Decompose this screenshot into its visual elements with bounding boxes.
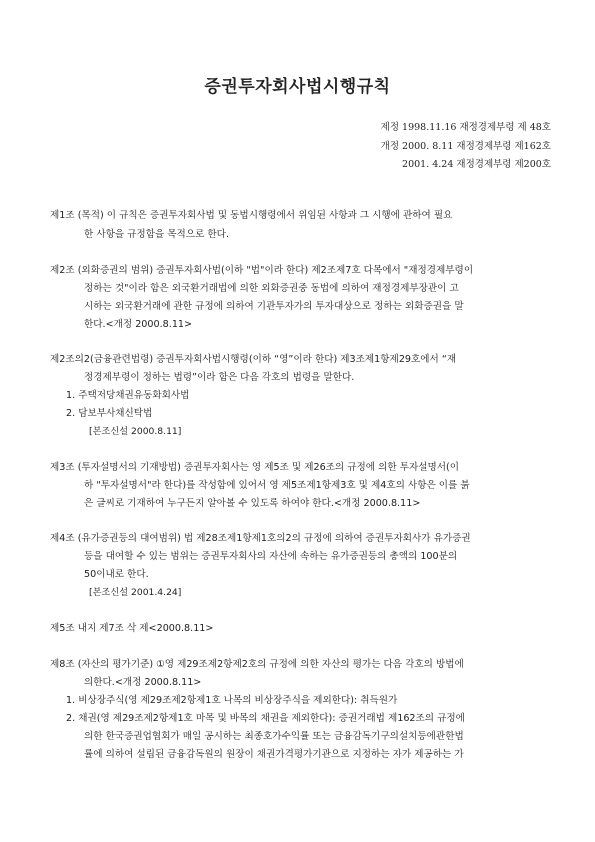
list-item: 1. 비상장주식(영 제29조제2항제1호 나목의 비상장주식을 제외한다): 취득원가 [66,695,398,706]
article-2-line: 정하는 것"이라 함은 외국환거래법에 의한 외화증권중 동법에 의하여 재정경제부장관이 고 [84,283,459,294]
article-4-line: 제4조 (유가증권등의 대여범위) 법 제28조제1항제1호의2의 규정에 의하여 증권투자회사가 유가증권 [50,533,471,544]
article-1-line: 한 사항을 규정함을 목적으로 한다. [84,229,229,240]
article-note: [본조신설 2000.8.11] [89,426,182,437]
article-8-line: 의한 한국증권업협회가 매일 공시하는 최종호가수익률 또는 금융감독기구의설치등에관한법 [84,731,464,742]
article-note: [본조신설 2001.4.24] [89,587,182,598]
article-5-line: 제5조 내지 제7조 삭 제<2000.8.11> [50,623,214,634]
article-8-line: 률에 의하여 설립된 금융감독원의 원장이 채권가격평가기관으로 지정하는 자가 제공하는 가 [84,749,464,760]
document-title: 증권투자회사법시행규칙 [204,77,391,97]
revision-line: 개정 2000. 8.11 재정경제부령 제162호 [380,141,551,152]
list-item: 2. 담보부사채신탁법 [66,408,153,419]
article-8-line: 제8조 (자산의 평가기준) ①영 제29조제2항제2호의 규정에 의한 자산의 평가는 다음 각호의 방법에 [50,659,464,670]
article-2-line: 시하는 외국환거래에 관한 규정에 의하여 기관투자가의 투자대상으로 정하는 외화증권을 말 [84,301,464,312]
article-1-line: 제1조 (목적) 이 규칙은 증권투자회사법 및 동법시행령에서 위임된 사항과 그 시행에 관하여 필요 [50,210,453,221]
revision-line: 제정 1998.11.16 재정경제부령 제 48호 [380,122,551,133]
article-3-line: 제3조 (투자설명서의 기재방법) 증권투자회사는 영 제5조 및 제26조의 규정에 의한 투자설명서(이 [50,462,460,473]
article-2-2-line: 제2조의2(금융관련법령) 증권투자회사법시행령(이하 “영”이라 한다) 제3조제1항제29호에서 “재 [50,354,457,365]
article-2-line: 한다.<개정 2000.8.11> [84,319,193,330]
article-3-line: 하 "투자설명서"라 한다)를 작성함에 있어서 영 제5조제1항제3호 및 제4호의 사항은 이를 붉 [84,480,470,491]
article-4-line: 50이내로 한다. [84,569,149,580]
revision-line: 2001. 4.24 재정경제부령 제200호 [402,159,551,170]
article-8-line: 의한다.<개정 2000.8.11> [84,677,202,688]
list-item: 1. 주택저당채권유동화회사법 [66,390,190,401]
article-4-line: 등을 대여할 수 있는 범위는 증권투자회사의 자산에 속하는 유가증권등의 총액의 100분의 [84,551,458,562]
article-2-line: 제2조 (외화증권의 범위) 증권투자회사법(이하 "법"이라 한다) 제2조제7호 다목에서 "재정경제부령이 [50,265,474,276]
article-2-2-line: 정경제부령이 정하는 법령”이라 함은 다음 각호의 법령을 말한다. [84,372,355,383]
article-3-line: 은 글씨로 기재하여 누구든지 알아볼 수 있도록 하여야 한다.<개정 2000.8.11> [84,498,421,509]
list-item: 2. 채권(영 제29조제2항제1호 마목 및 바목의 채권을 제외한다): 증권거래법 제162조의 규정에 [66,713,465,724]
